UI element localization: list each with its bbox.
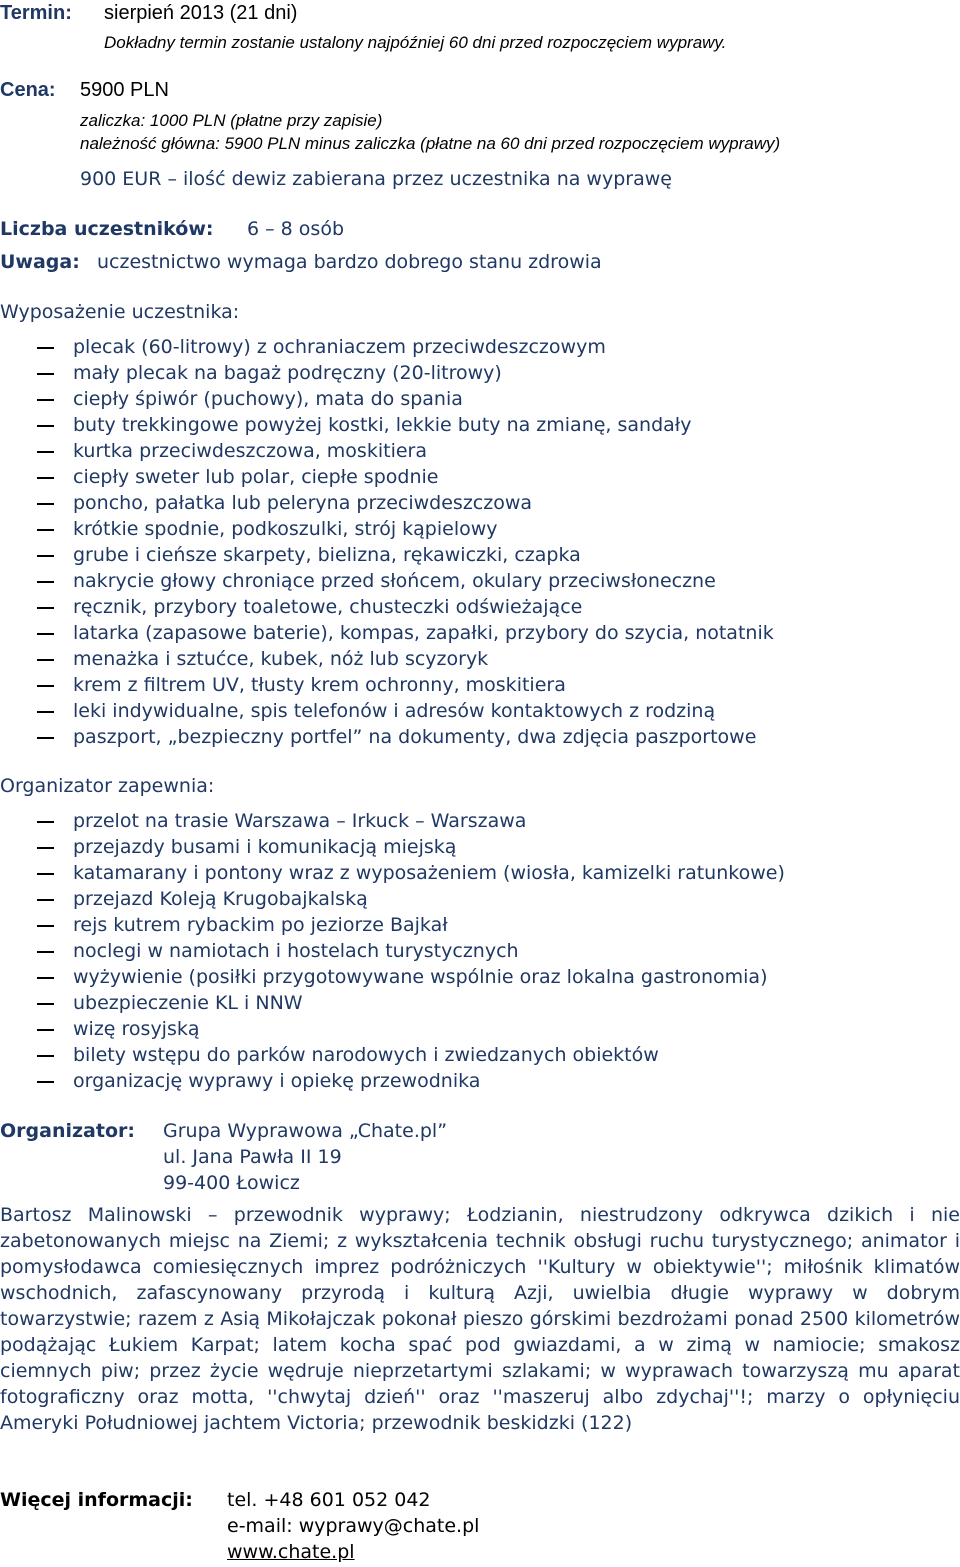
- dash-bullet: [37, 1081, 54, 1083]
- participants-label: Liczba uczestników:: [0, 218, 214, 240]
- equipment-heading: Wyposażenie uczestnika:: [0, 301, 240, 323]
- provided-heading: Organizator zapewnia:: [0, 775, 215, 797]
- dash-bullet: [37, 581, 54, 583]
- dash-bullet: [37, 685, 54, 687]
- organizer-city: 99-400 Łowicz: [163, 1172, 300, 1194]
- dash-bullet: [37, 1055, 54, 1057]
- dash-bullet: [37, 399, 54, 401]
- dash-bullet: [37, 711, 54, 713]
- contact-email[interactable]: e-mail: wyprawy@chate.pl: [227, 1515, 480, 1537]
- dash-bullet: [37, 899, 54, 901]
- warning-label: Uwaga:: [0, 251, 80, 273]
- contact-phone: tel. +48 601 052 042: [227, 1489, 431, 1511]
- dash-bullet: [37, 451, 54, 453]
- dash-bullet: [37, 951, 54, 953]
- price-deposit: zaliczka: 1000 PLN (płatne przy zapisie): [80, 111, 383, 130]
- dash-bullet: [37, 503, 54, 505]
- dash-bullet: [37, 925, 54, 927]
- dash-bullet: [37, 555, 54, 557]
- dash-bullet: [37, 977, 54, 979]
- organizer-street: ul. Jana Pawła II 19: [163, 1146, 342, 1168]
- dash-bullet: [37, 373, 54, 375]
- dash-bullet: [37, 847, 54, 849]
- price-main-due: należność główna: 5900 PLN minus zaliczka (płatne na 60 dni przed rozpoczęciem wyprawy): [80, 134, 781, 153]
- price-label: Cena:: [0, 79, 56, 101]
- price-currency: 900 EUR – ilość dewiz zabierana przez uczestnika na wyprawę: [80, 168, 672, 190]
- dash-bullet: [37, 425, 54, 427]
- contact-label: Więcej informacji:: [0, 1489, 193, 1511]
- dash-bullet: [37, 477, 54, 479]
- dash-bullet: [37, 659, 54, 661]
- organizer-label: Organizator:: [0, 1120, 135, 1142]
- dash-bullet: [37, 737, 54, 739]
- dash-bullet: [37, 1003, 54, 1005]
- dash-bullet: [37, 347, 54, 349]
- dash-bullet: [37, 873, 54, 875]
- organizer-name: Grupa Wyprawowa „Chate.pl”: [163, 1120, 448, 1142]
- term-label: Termin:: [0, 2, 72, 24]
- dash-bullet: [37, 821, 54, 823]
- term-value: sierpień 2013 (21 dni): [104, 2, 298, 24]
- participants-value: 6 – 8 osób: [247, 218, 345, 240]
- website-link[interactable]: www.chate.pl: [227, 1541, 355, 1563]
- dash-bullet: [37, 1029, 54, 1031]
- dash-bullet: [37, 633, 54, 635]
- dash-bullet: [37, 607, 54, 609]
- term-note: Dokładny termin zostanie ustalony najpóźniej 60 dni przed rozpoczęciem wyprawy.: [104, 33, 727, 52]
- dash-bullet: [37, 529, 54, 531]
- guide-bio: Bartosz Malinowski – przewodnik wyprawy; Łodzianin, niestrudzony odkrywca dzikich i nie zabetonowanych miejsc na Ziemi; z wykształcenia technik obsługi ruchu turystycznego; animator i pomysłodawca comiesięcznych imprez podróżniczych ''Kultury w obiektywie''; miłośnik klimatów wschodnich, zafascynowany przyrodą i kulturą Azji, uwielbia długie wyprawy w dobrym towarzystwie; razem z Asią Mikołajczak pokonał pieszo górskimi bezdrożami ponad 2500 kilometrów podążając Łukiem Karpat; latem kocha spać pod gwiazdami, a w zimą w namiocie; smakosz ciemnych piw; przez życie wędruje nieprzetartymi szlakami; w wyprawach towarzyszą mu aparat fotograficzny oraz motta, ''chwytaj dzień'' oraz ''maszeruj albo zdychaj''!; marzy o opłynięciu Ameryki Południowej jachtem Victoria; przewodnik beskidzki (122): [0, 1204, 960, 1434]
- warning-value: uczestnictwo wymaga bardzo dobrego stanu zdrowia: [97, 251, 602, 273]
- price-value: 5900 PLN: [80, 79, 169, 101]
